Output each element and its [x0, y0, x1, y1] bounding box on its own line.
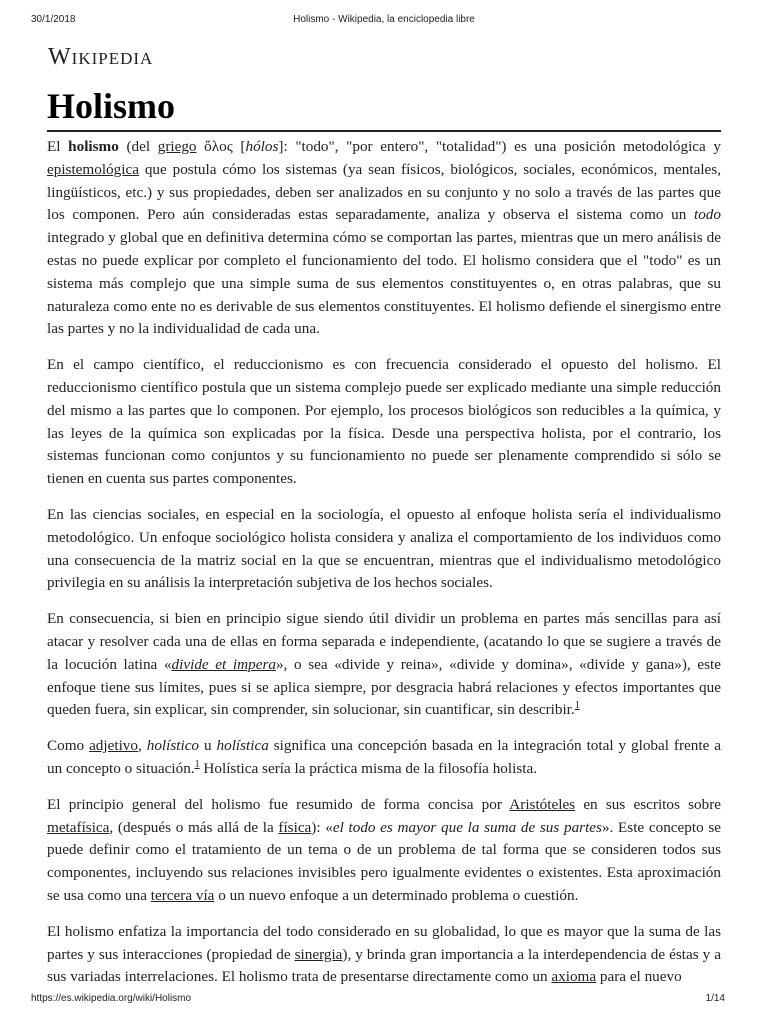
text-run: En las ciencias sociales, en especial en la sociología, el opuesto al enfoque holista sería el individualismo metodológico. Un enfoque sociológico holista considera y analiza el comportamiento de los individuos como una consecuencia de la matriz social en la que se encuentran, mientras que el individualismo metodológico privilegia en su análisis la interpretación subjetiva de los hechos sociales. [47, 505, 721, 592]
text-run: que postula cómo los sistemas (ya sean físicos, biológicos, sociales, económicos, mentales, lingüísticos, etc.) y sus propiedades, deben ser analizados en su conjunto y no solo a través de las partes que los componen. Pero aún consideradas estas separadamente, analiza y observa el sistema como un [47, 160, 721, 224]
text-run: para el nuevo [596, 968, 682, 986]
article-paragraph [47, 921, 721, 989]
italic-text: holístico [146, 737, 200, 755]
italic-text: todo [693, 206, 721, 224]
text-run: ]: "todo", "por entero", "totalidad") es una posición metodológica y [278, 138, 722, 155]
text-run: ὅλος [ [196, 138, 246, 155]
article-link[interactable]: axioma [551, 968, 597, 986]
text-run: u [199, 737, 217, 755]
article-link[interactable]: griego [157, 138, 197, 155]
text-run: significa una concepción basada en la integración total y global frente a un concepto o situación. [47, 737, 721, 777]
text-run: Como [47, 737, 90, 755]
article-link[interactable]: metafísica [47, 818, 110, 836]
italic-text: hólos [245, 138, 279, 155]
print-page-title: Holismo - Wikipedia, la enciclopedia libre [293, 14, 475, 25]
italic-text: el todo es mayor que la suma de sus partes [332, 818, 602, 836]
text-run: o un nuevo enfoque a un determinado problema o cuestión. [214, 886, 579, 904]
article-paragraph [47, 608, 721, 722]
article-paragraph [47, 735, 721, 781]
text-run: El principio general del holismo fue resumido de forma concisa por [47, 795, 510, 813]
reference-link[interactable]: 1 [194, 758, 200, 770]
article-paragraph [47, 504, 721, 595]
article-link[interactable]: divide et impera [171, 655, 276, 673]
bold-term: holismo [68, 138, 119, 155]
text-run: ), y brinda gran importancia a la interdependencia de éstas y a sus variadas interrelaciones. El holismo trata de presentarse directamente como un [47, 945, 721, 986]
text-run: En consecuencia, si bien en principio sigue siendo útil dividir un problema en partes más sencillas para así atacar y resolver cada una de ellas en forma separada e independiente, (acatando lo que se sugiere a través de la locución latina « [47, 610, 721, 673]
reference-link[interactable]: 1 [574, 700, 580, 712]
text-run: , (después o más allá de la [109, 818, 279, 836]
article-paragraph [47, 794, 721, 908]
italic-text: holística [216, 737, 269, 755]
print-footer [31, 993, 737, 1007]
article-paragraph [47, 136, 721, 341]
text-run: , [137, 737, 147, 755]
text-run: El holismo enfatiza la importancia del todo considerado en su globalidad, lo que es mayor que la suma de las partes y sus interacciones (propiedad de [47, 922, 721, 963]
article-link[interactable]: epistemológica [47, 160, 139, 178]
article-link[interactable]: Aristóteles [509, 795, 576, 813]
text-run: El [47, 138, 69, 155]
article-paragraph [47, 354, 721, 491]
print-url: https://es.wikipedia.org/wiki/Holismo [31, 993, 192, 1004]
text-run: », o sea «divide y reina», «divide y domina», «divide y gana»), este enfoque tiene sus límites, pues si se aplica siempre, por desgracia habrá relaciones y efectos importantes que queden fuera, sin explicar, sin comprender, sin solucionar, sin cuantificar, sin describir. [47, 655, 721, 719]
print-date: 30/1/2018 [31, 14, 76, 25]
text-run: En el campo científico, el reduccionismo es con frecuencia considerado el opuesto del holismo. El reduccionismo científico postula que un sistema complejo puede ser explicado mediante una simple reducción del mismo a las partes que lo componen. Por ejemplo, los procesos biológicos son reducibles a la química, y las leyes de la química son explicadas por la física. Desde una perspectiva holista, por el contrario, los sistemas funcionan como conjuntos y su funcionamiento no puede ser plenamente comprendido si sólo se tienen en cuenta sus partes componentes. [47, 356, 721, 488]
text-run: en sus escritos sobre [575, 795, 721, 813]
text-run: (del [118, 138, 158, 155]
article-body [47, 136, 721, 1002]
page-title: Holismo [47, 86, 176, 126]
text-run: ): « [311, 818, 333, 836]
text-run: Holística sería la práctica misma de la filosofía holista. [199, 759, 538, 777]
wikipedia-logo[interactable]: Wikipedia [48, 44, 154, 70]
article-link[interactable]: adjetivo [89, 737, 138, 755]
text-run: integrado y global que en definitiva determina cómo se comportan las partes, mientras que un mero análisis de estas no puede explicar por completo el funcionamiento del todo. El holismo considera que el "todo" es un sistema más complejo que una simple suma de sus elementos constituyentes o, en otras palabras, que su naturaleza como ente no es derivable de sus elementos constituyentes. El holismo defiende el sinergismo entre las partes y no la individualidad de cada una. [47, 229, 721, 338]
article-link[interactable]: tercera vía [150, 886, 215, 904]
title-divider [47, 130, 721, 132]
text-run: ». Este concepto se puede definir como el tratamiento de un tema o de un problema de tal forma que se consideren todos sus componentes, incluyendo sus relaciones invisibles pero igualmente evidentes o existentes. Esta aproximación se usa como una [47, 818, 722, 904]
print-page-number: 1/14 [705, 993, 725, 1004]
article-link[interactable]: sinergia [294, 945, 343, 963]
print-header [31, 14, 737, 28]
article-link[interactable]: física [278, 818, 312, 836]
